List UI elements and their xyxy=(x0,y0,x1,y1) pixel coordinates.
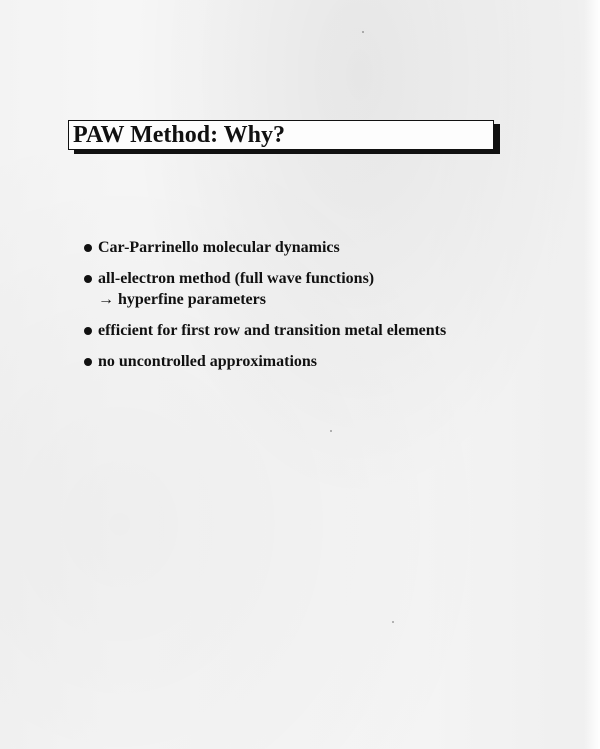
right-arrow-icon: → xyxy=(98,291,114,308)
bullet-item-1 xyxy=(84,237,589,258)
bullet-list xyxy=(84,237,589,382)
bullet-text-3: efficient for first row and transition metal elements xyxy=(98,322,447,339)
bullet-dot-icon xyxy=(84,244,92,252)
scan-speck xyxy=(392,621,394,623)
slide-title: PAW Method: Why? xyxy=(73,122,286,148)
scan-speck xyxy=(330,430,332,432)
bullet-subtext-2: hyperfine parameters xyxy=(118,291,266,308)
bullet-subline-2 xyxy=(98,289,589,310)
bullet-text-2: all-electron method (full wave functions) xyxy=(98,270,375,287)
bullet-text-1: Car-Parrinello molecular dynamics xyxy=(98,239,340,256)
bullet-item-2 xyxy=(84,268,589,310)
bullet-text-4: no uncontrolled approximations xyxy=(98,353,318,370)
bullet-dot-icon xyxy=(84,358,92,366)
bullet-item-4 xyxy=(84,351,589,372)
slide-title-box xyxy=(68,120,494,150)
bullet-item-3 xyxy=(84,320,589,341)
bullet-dot-icon xyxy=(84,275,92,283)
scan-speck xyxy=(362,31,364,33)
bullet-dot-icon xyxy=(84,327,92,335)
